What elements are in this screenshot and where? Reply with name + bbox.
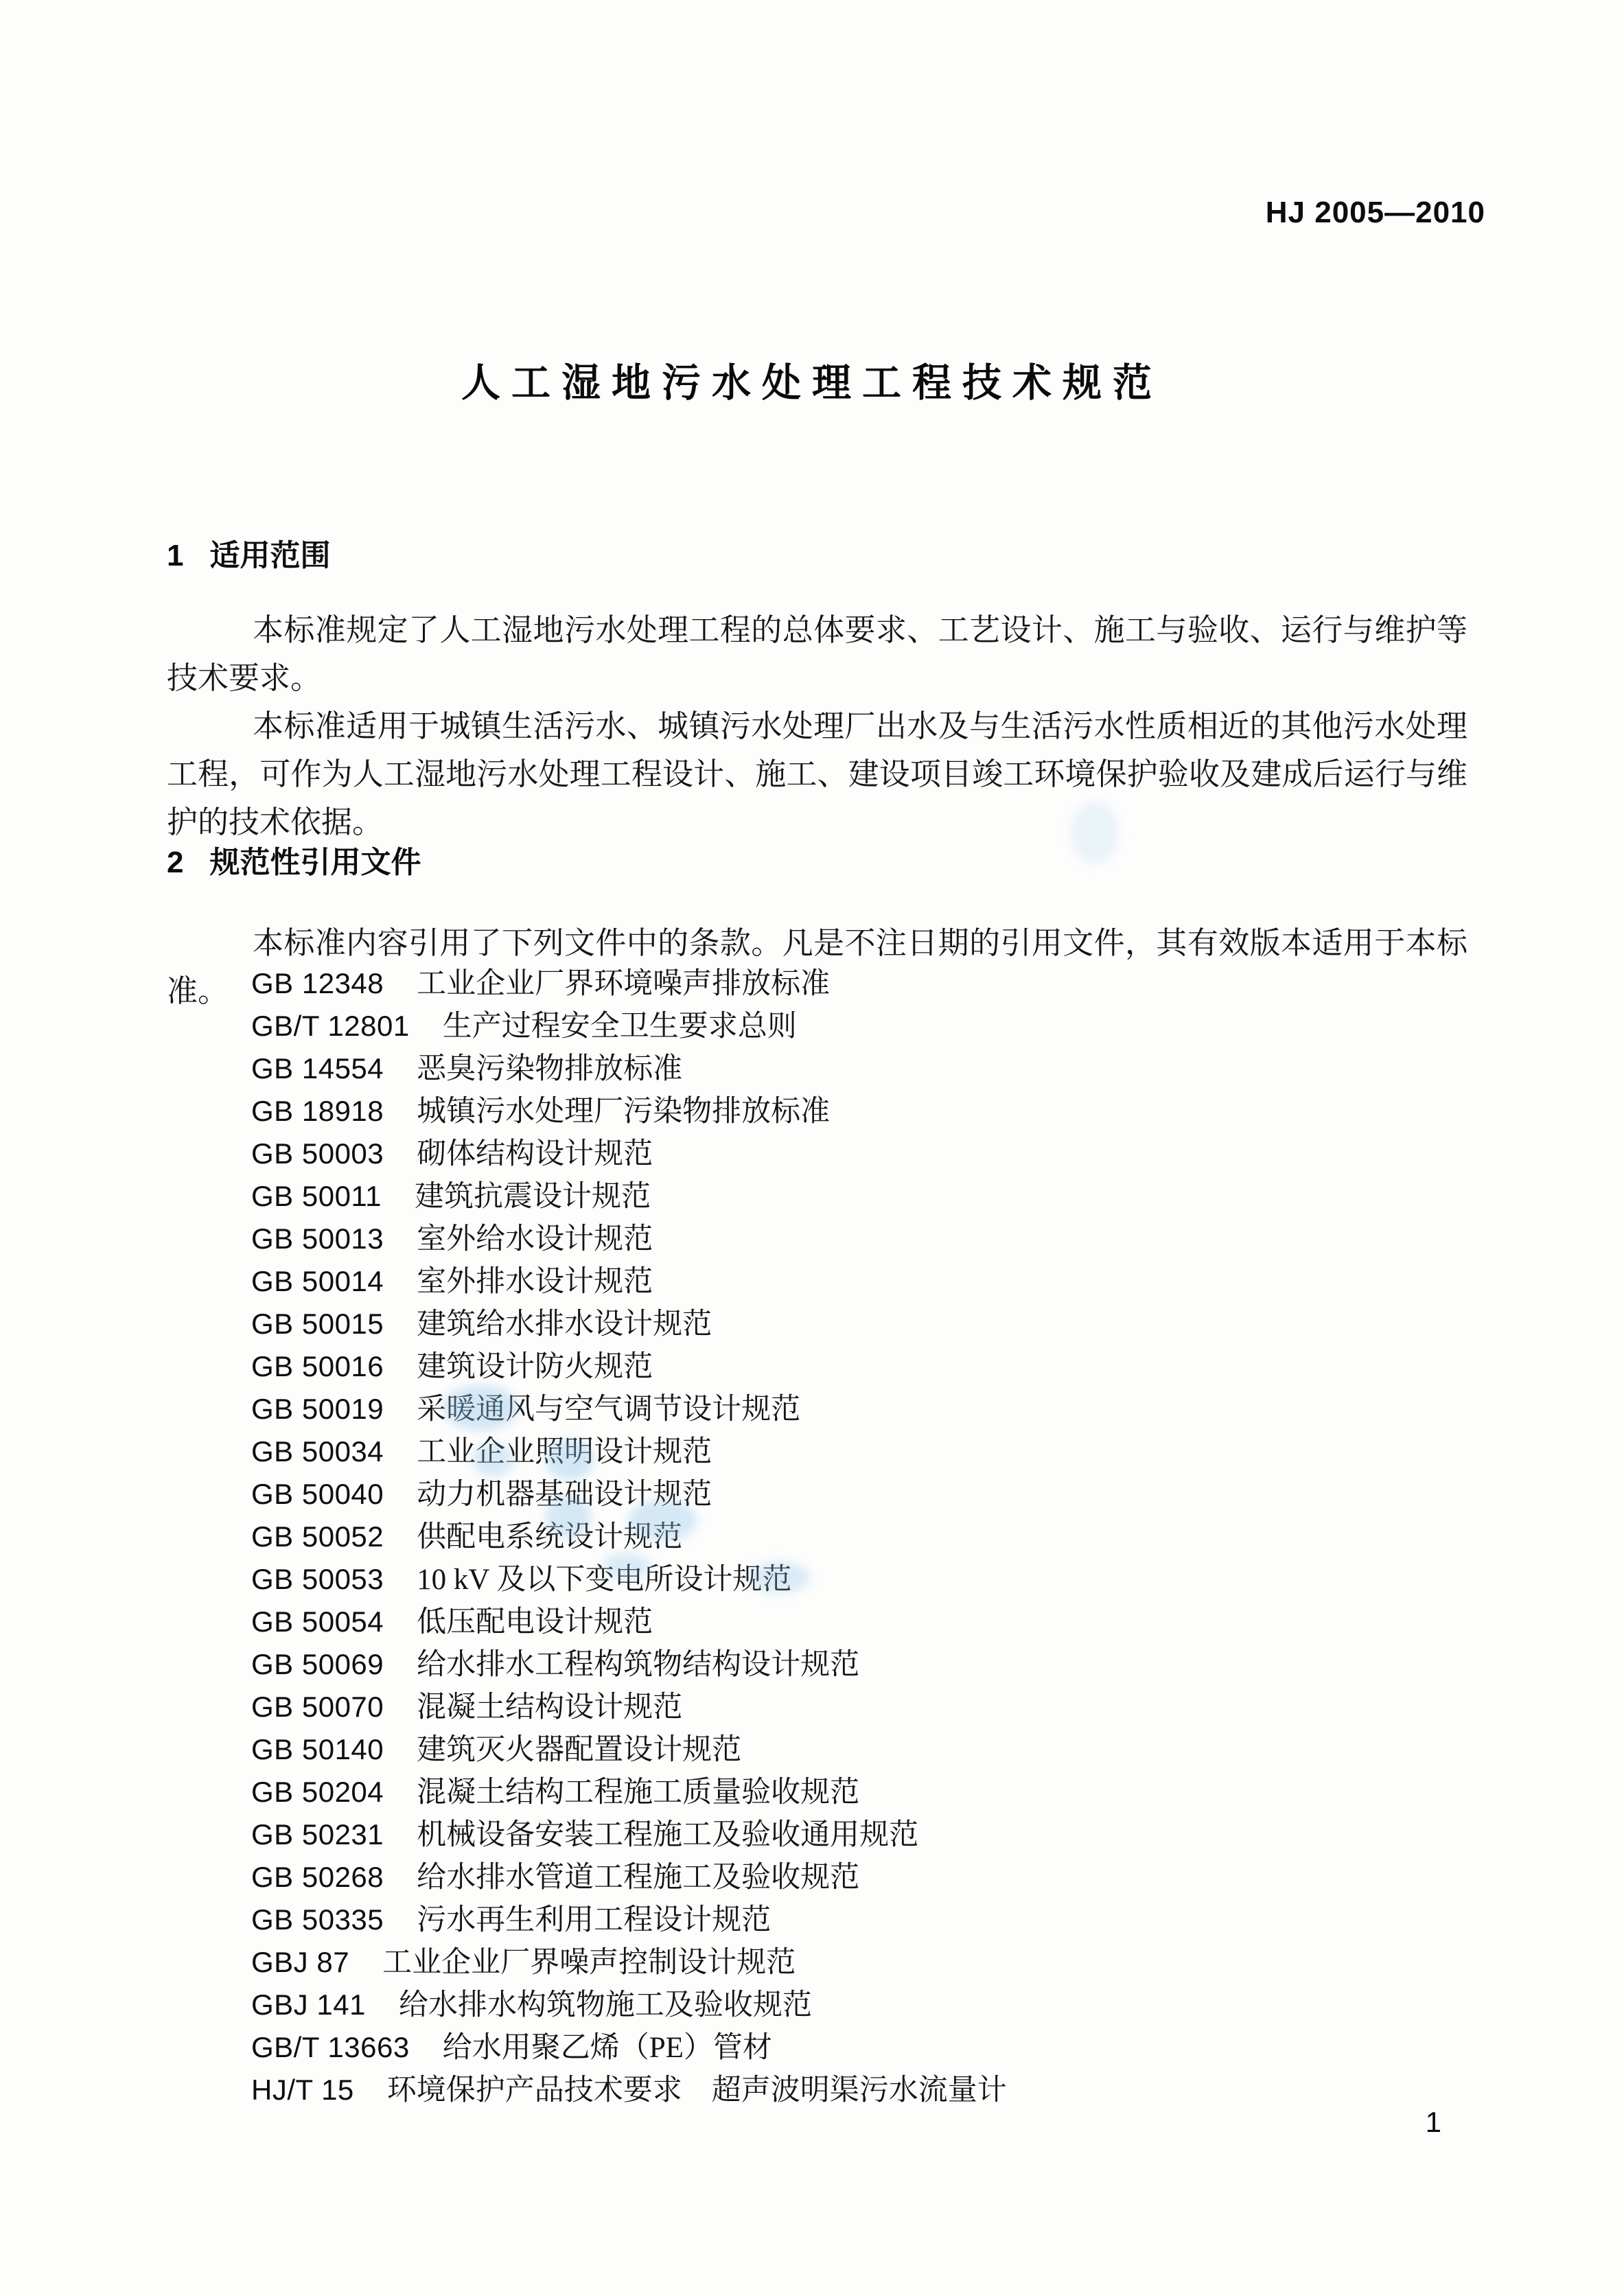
references-heading-number: 2 [167, 846, 184, 879]
reference-title: 低压配电设计规范 [417, 1606, 653, 1638]
references-intro: 本标准内容引用了下列文件中的条款。凡是不注日期的引用文件，其有效版本适用于本标准。 [167, 926, 1468, 1008]
reference-item [251, 1133, 1007, 1175]
page-number: 1 [1425, 2106, 1441, 2138]
reference-title: 机械设备安装工程施工及验收通用规范 [417, 1819, 919, 1851]
reference-item [251, 1473, 1007, 1516]
reference-title: 给水用聚乙烯（PE）管材 [442, 2032, 772, 2064]
reference-item [251, 1771, 1007, 1813]
reference-code: GB 50003 [251, 1137, 384, 1170]
reference-item [251, 1813, 1007, 1856]
scope-paragraphs [167, 606, 1468, 846]
reference-title: 给水排水管道工程施工及验收规范 [417, 1862, 860, 1894]
reference-code: GB 50140 [251, 1733, 384, 1765]
reference-title: 生产过程安全卫生要求总则 [442, 1010, 797, 1043]
reference-item [251, 1558, 1007, 1601]
reference-title: 采暖通风与空气调节设计规范 [417, 1393, 801, 1426]
reference-item [251, 1005, 1007, 1047]
reference-code: GB 50054 [251, 1605, 384, 1638]
reference-item [251, 1175, 1007, 1218]
reference-code: GB 12348 [251, 967, 384, 999]
scope-paragraph-1: 本标准规定了人工湿地污水处理工程的总体要求、工艺设计、施工与验收、运行与维护等技术要求。 [167, 613, 1468, 695]
reference-title: 环境保护产品技术要求 超声波明渠污水流量计 [386, 2074, 1007, 2107]
reference-item [251, 1686, 1007, 1728]
reference-title: 城镇污水处理厂污染物排放标准 [417, 1095, 831, 1128]
references-heading-text: 规范性引用文件 [209, 846, 421, 879]
reference-title: 建筑设计防火规范 [417, 1351, 653, 1383]
section-scope-heading [167, 531, 330, 575]
reference-code: GB 50011 [251, 1180, 382, 1212]
reference-item [251, 2026, 1007, 2069]
reference-item [251, 1388, 1007, 1430]
scope-heading-number: 1 [167, 539, 184, 572]
reference-item [251, 1516, 1007, 1558]
scope-heading-text: 适用范围 [209, 539, 331, 572]
reference-item [251, 1260, 1007, 1303]
reference-title: 给水排水工程构筑物结构设计规范 [417, 1649, 860, 1681]
reference-code: GB 50268 [251, 1861, 384, 1893]
reference-code: GB 50016 [251, 1350, 384, 1382]
reference-title: 建筑抗震设计规范 [415, 1181, 651, 1213]
reference-item [251, 1856, 1007, 1899]
reference-code: GB 50034 [251, 1435, 384, 1468]
reference-code: GB 50014 [251, 1265, 384, 1297]
reference-item [251, 1303, 1007, 1345]
reference-code: GB 50019 [251, 1393, 384, 1425]
reference-title: 工业企业厂界环境噪声排放标准 [417, 968, 831, 1000]
reference-title: 混凝土结构设计规范 [417, 1691, 683, 1724]
section-references-heading [167, 837, 421, 881]
reference-item [251, 1218, 1007, 1260]
reference-code: GB 50231 [251, 1818, 384, 1851]
reference-item [251, 1345, 1007, 1388]
reference-title: 污水再生利用工程设计规范 [417, 1904, 772, 1936]
reference-code: GB 50015 [251, 1308, 384, 1340]
reference-item [251, 1984, 1007, 2026]
reference-item [251, 1090, 1007, 1133]
reference-title: 供配电系统设计规范 [417, 1521, 683, 1553]
references-list [251, 962, 1007, 2111]
reference-code: GB 18918 [251, 1095, 384, 1127]
reference-title: 室外给水设计规范 [417, 1223, 653, 1255]
reference-code: GBJ 141 [251, 1988, 366, 2021]
reference-code: GB 50040 [251, 1478, 384, 1510]
reference-title: 恶臭污染物排放标准 [417, 1053, 683, 1085]
reference-item [251, 1728, 1007, 1771]
reference-code: GB 50070 [251, 1691, 384, 1723]
scope-paragraph-2: 本标准适用于城镇生活污水、城镇污水处理厂出水及与生活污水性质相近的其他污水处理工程，可作为人工湿地污水处理工程设计、施工、建设项目竣工环境保护验收及建成后运行与维护的技术依据。 [167, 709, 1468, 839]
reference-title: 混凝土结构工程施工质量验收规范 [417, 1776, 860, 1809]
reference-title: 10 kV 及以下变电所设计规范 [417, 1564, 792, 1596]
reference-code: GB 50013 [251, 1222, 384, 1255]
reference-item [251, 1643, 1007, 1686]
reference-item [251, 2069, 1007, 2111]
reference-item [251, 1047, 1007, 1090]
reference-title: 室外排水设计规范 [417, 1266, 653, 1298]
reference-item [251, 1899, 1007, 1941]
reference-code: GB 14554 [251, 1052, 384, 1085]
reference-item [251, 1941, 1007, 1984]
reference-title: 建筑灭火器配置设计规范 [417, 1734, 742, 1766]
doc-number: HJ 2005—2010 [1265, 196, 1485, 229]
reference-code: GB 50335 [251, 1903, 384, 1936]
reference-title: 给水排水构筑物施工及验收规范 [398, 1989, 812, 2021]
reference-code: GB/T 12801 [251, 1010, 410, 1042]
reference-title: 工业企业照明设计规范 [417, 1436, 712, 1468]
reference-code: GB/T 13663 [251, 2031, 410, 2063]
reference-title: 动力机器基础设计规范 [417, 1479, 712, 1511]
reference-title: 建筑给水排水设计规范 [417, 1308, 712, 1341]
reference-code: GB 50052 [251, 1520, 384, 1553]
reference-code: GB 50053 [251, 1563, 384, 1595]
reference-code: GB 50204 [251, 1776, 384, 1808]
reference-code: GBJ 87 [251, 1946, 350, 1978]
reference-code: HJ/T 15 [251, 2074, 354, 2106]
reference-item [251, 1430, 1007, 1473]
reference-title: 砌体结构设计规范 [417, 1138, 653, 1170]
reference-code: GB 50069 [251, 1648, 384, 1680]
reference-item [251, 1601, 1007, 1643]
reference-title: 工业企业厂界噪声控制设计规范 [382, 1947, 796, 1979]
doc-title: 人工湿地污水处理工程技术规范 [461, 361, 1163, 405]
reference-item [251, 962, 1007, 1005]
